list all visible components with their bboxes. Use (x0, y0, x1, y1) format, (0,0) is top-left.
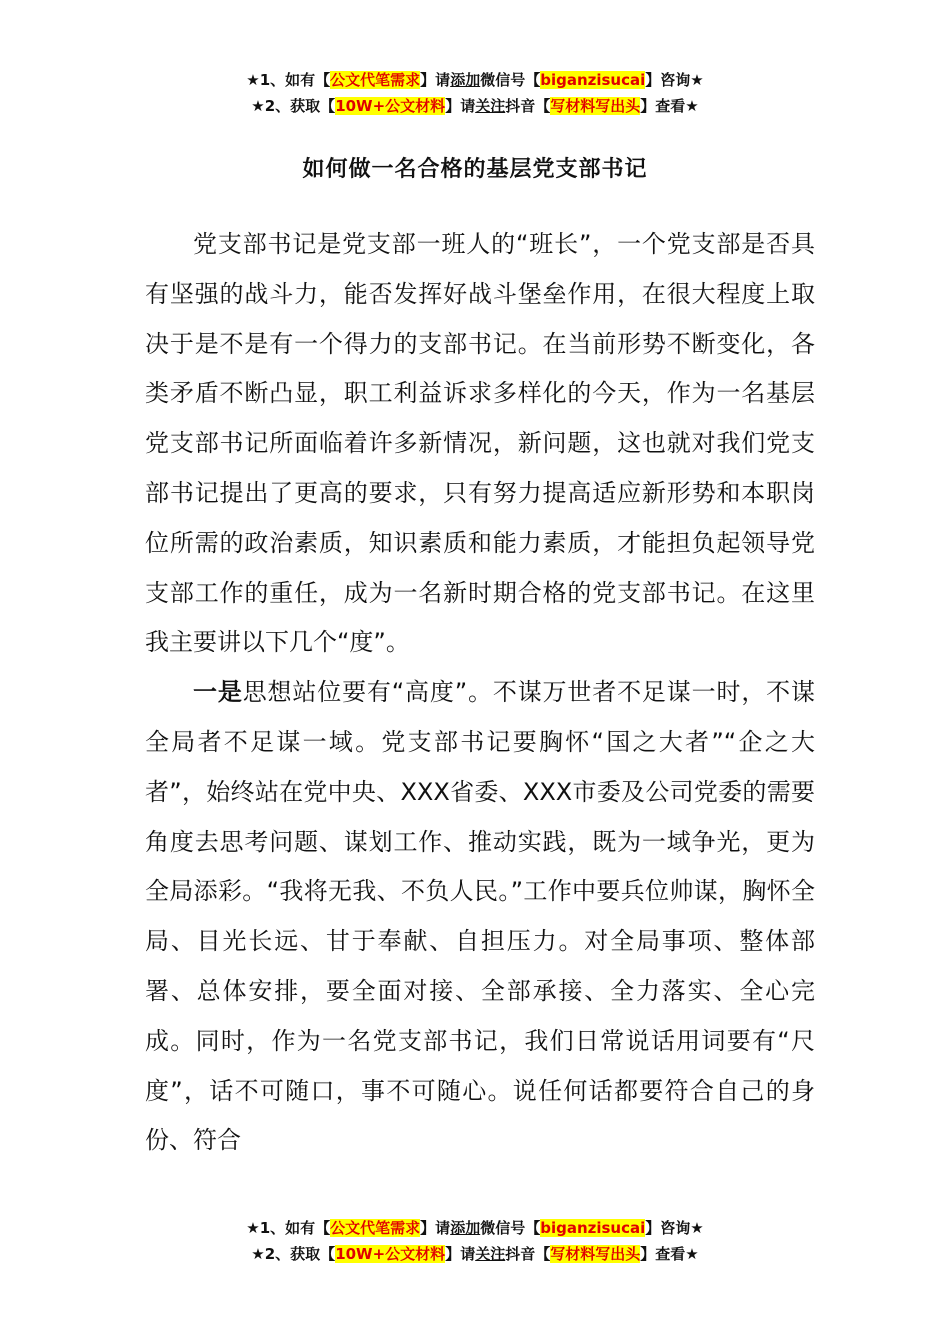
banner-line-2: ★2、获取【10W+公文材料】请关注抖音【写材料写出头】查看★ (251, 1245, 699, 1263)
banner-line-1: ★1、如有【公文代笔需求】请添加微信号【biganzisucai】咨询★ (246, 1219, 704, 1237)
highlight-ghostwriting: 公文代笔需求 (330, 1219, 421, 1237)
document-title: 如何做一名合格的基层党支部书记 (302, 157, 648, 182)
footer-banner (0, 1215, 950, 1267)
highlight-douyin: 写材料写出头 (550, 97, 641, 115)
highlight-wechat-id: biganzisucai (540, 1219, 646, 1237)
point-lead: 一是 (193, 678, 243, 707)
banner-line-2: ★2、获取【10W+公文材料】请关注抖音【写材料写出头】查看★ (251, 97, 699, 115)
paragraph-point-one: 一是思想站位要有“高度”。不谋万世者不足谋一时，不谋全局者不足谋一域。党支部书记要胸怀“国之大者”“企之大者”，始终站在党中央、XXX省委、XXX市委及公司党委的需要角度去思考问题、谋划工作、推动实践，既为一域争光，更为全局添彩。“我将无我、不负人民。”工作中要兵位帅谋，胸怀全局、目光长远、甘于奉献、自担压力。对全局事项、整体部署、总体安排，要全面对接、全部承接、全力落实、全心完成。同时，作为一名党支部书记，我们日常说话用词要有“尺度”，话不可随口，事不可随心。说任何话都要符合自己的身份、符合 (145, 678, 816, 1155)
highlight-ghostwriting: 公文代笔需求 (330, 71, 421, 89)
highlight-materials: 10W+公文材料 (335, 1245, 446, 1263)
highlight-douyin: 写材料写出头 (550, 1245, 641, 1263)
header-banner (0, 67, 950, 119)
highlight-materials: 10W+公文材料 (335, 97, 446, 115)
highlight-wechat-id: biganzisucai (540, 71, 646, 89)
banner-line-1: ★1、如有【公文代笔需求】请添加微信号【biganzisucai】咨询★ (246, 71, 704, 89)
paragraph-intro: 党支部书记是党支部一班人的“班长”，一个党支部是否具有坚强的战斗力，能否发挥好战斗堡垒作用，在很大程度上取决于是不是有一个得力的支部书记。在当前形势不断变化，各类矛盾不断凸显，职工利益诉求多样化的今天，作为一名基层党支部书记所面临着许多新情况，新问题，这也就对我们党支部书记提出了更高的要求，只有努力提高适应新形势和本职岗位所需的政治素质，知识素质和能力素质，才能担负起领导党支部工作的重任，成为一名新时期合格的党支部书记。在这里我主要讲以下几个“度”。 (145, 230, 815, 657)
document-body (145, 220, 815, 1166)
